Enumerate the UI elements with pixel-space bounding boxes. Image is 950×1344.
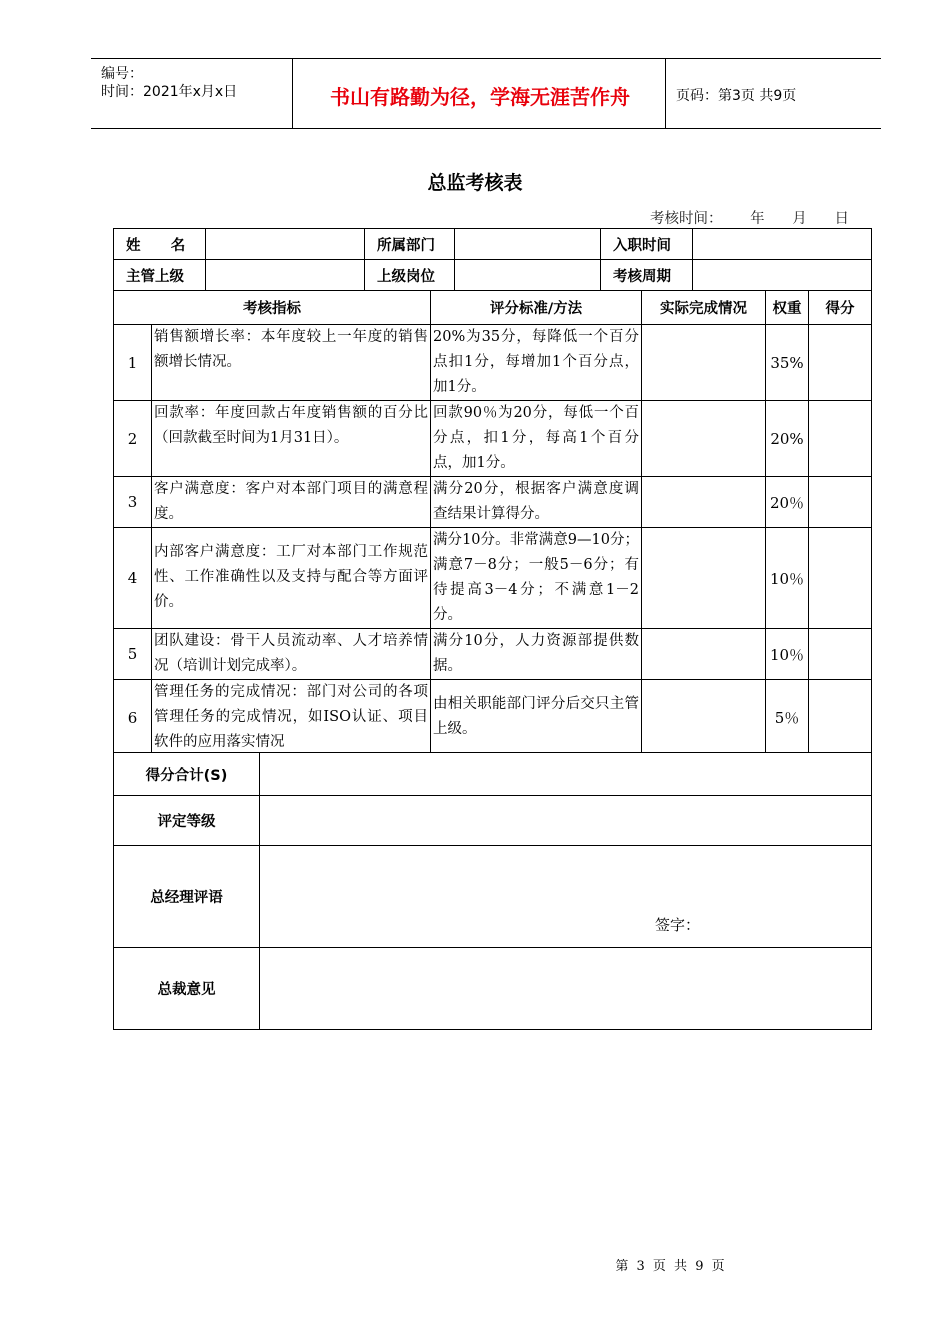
actual-field[interactable] (642, 477, 766, 528)
join-date-label: 入职时间 (601, 229, 693, 260)
score-field[interactable] (809, 680, 872, 756)
table-row (114, 325, 872, 401)
join-date-field[interactable] (693, 229, 872, 260)
score-field[interactable] (809, 477, 872, 528)
indicator-text: 管理任务的完成情况：部门对公司的各项管理任务的完成情况，如ISO认证、项目软件的应用落实情况 (152, 680, 431, 756)
page-footer: 第 3 页 共 9 页 (615, 1259, 725, 1274)
name-field[interactable] (206, 229, 365, 260)
total-row (114, 753, 872, 796)
standard-text: 回款90％为20分，每低一个百分点，扣1分，每高1个百分点，加1分。 (431, 401, 642, 477)
grade-field[interactable] (260, 796, 872, 846)
gm-comment-field[interactable] (260, 846, 872, 948)
actual-field[interactable] (642, 325, 766, 401)
total-score-label: 得分合计(S) (114, 753, 260, 796)
assessment-date-line: 考核时间： 年 月 日 (650, 211, 849, 227)
score-field[interactable] (809, 401, 872, 477)
indicator-table (113, 290, 872, 756)
indicator-text: 回款率：年度回款占年度销售额的百分比（回款截至时间为1月31日）。 (152, 401, 431, 477)
indicator-text: 客户满意度：客户对本部门项目的满意程度。 (152, 477, 431, 528)
department-label: 所属部门 (365, 229, 455, 260)
row-number: 2 (114, 401, 152, 477)
header-divider (292, 59, 293, 128)
row-number: 3 (114, 477, 152, 528)
document-header (91, 58, 881, 129)
row-number: 1 (114, 325, 152, 401)
department-field[interactable] (455, 229, 601, 260)
table-row (114, 528, 872, 629)
col-weight: 权重 (766, 291, 809, 325)
standard-text: 由相关职能部门评分后交只主管上级。 (431, 680, 642, 756)
number-label: 编号： (101, 66, 143, 82)
col-score: 得分 (809, 291, 872, 325)
weight-value: 10％ (766, 629, 809, 680)
page-number-label: 页码：第3页 共9页 (676, 88, 797, 104)
standard-text: 满分10分，人力资源部提供数据。 (431, 629, 642, 680)
info-table (113, 228, 872, 291)
table-row (114, 477, 872, 528)
table-row (114, 401, 872, 477)
president-opinion-label: 总裁意见 (114, 948, 260, 1030)
col-indicator: 考核指标 (114, 291, 431, 325)
actual-field[interactable] (642, 401, 766, 477)
supervisor-field[interactable] (206, 260, 365, 291)
actual-field[interactable] (642, 528, 766, 629)
col-standard: 评分标准/方法 (431, 291, 642, 325)
grade-label: 评定等级 (114, 796, 260, 846)
signature-label: 签字： (655, 916, 701, 934)
row-number: 6 (114, 680, 152, 756)
name-label: 姓 名 (114, 229, 206, 260)
score-field[interactable] (809, 325, 872, 401)
president-row (114, 948, 872, 1030)
row-number: 5 (114, 629, 152, 680)
time-label: 时间：2021年x月x日 (101, 84, 238, 100)
standard-text: 满分10分。非常满意9—10分；满意7－8分；一般5－6分；有待提高3－4分；不满意1－2分。 (431, 528, 642, 629)
gm-comment-row (114, 846, 872, 948)
total-score-field[interactable] (260, 753, 872, 796)
score-field[interactable] (809, 629, 872, 680)
weight-value: 20% (766, 401, 809, 477)
superior-post-label: 上级岗位 (365, 260, 455, 291)
score-field[interactable] (809, 528, 872, 629)
header-divider (665, 59, 666, 128)
indicator-text: 团队建设：骨干人员流动率、人才培养情况（培训计划完成率）。 (152, 629, 431, 680)
gm-comment-label: 总经理评语 (114, 846, 260, 948)
standard-text: 满分20分，根据客户满意度调查结果计算得分。 (431, 477, 642, 528)
table-row (114, 629, 872, 680)
summary-table (113, 752, 872, 1030)
column-header-row (114, 291, 872, 325)
assessment-period-field[interactable] (693, 260, 872, 291)
assessment-period-label: 考核周期 (601, 260, 693, 291)
weight-value: 10％ (766, 528, 809, 629)
indicator-text: 内部客户满意度：工厂对本部门工作规范性、工作准确性以及支持与配合等方面评价。 (152, 528, 431, 629)
weight-value: 35% (766, 325, 809, 401)
weight-value: 5％ (766, 680, 809, 756)
president-opinion-field[interactable] (260, 948, 872, 1030)
supervisor-label: 主管上级 (114, 260, 206, 291)
actual-field[interactable] (642, 680, 766, 756)
col-actual: 实际完成情况 (642, 291, 766, 325)
superior-post-field[interactable] (455, 260, 601, 291)
form-title: 总监考核表 (427, 172, 523, 194)
indicator-text: 销售额增长率：本年度较上一年度的销售额增长情况。 (152, 325, 431, 401)
row-number: 4 (114, 528, 152, 629)
motto-text: 书山有路勤为径，学海无涯苦作舟 (330, 85, 630, 109)
table-row (114, 680, 872, 756)
grade-row (114, 796, 872, 846)
standard-text: 20%为35分，每降低一个百分点扣1分，每增加1个百分点，加1分。 (431, 325, 642, 401)
weight-value: 20％ (766, 477, 809, 528)
actual-field[interactable] (642, 629, 766, 680)
